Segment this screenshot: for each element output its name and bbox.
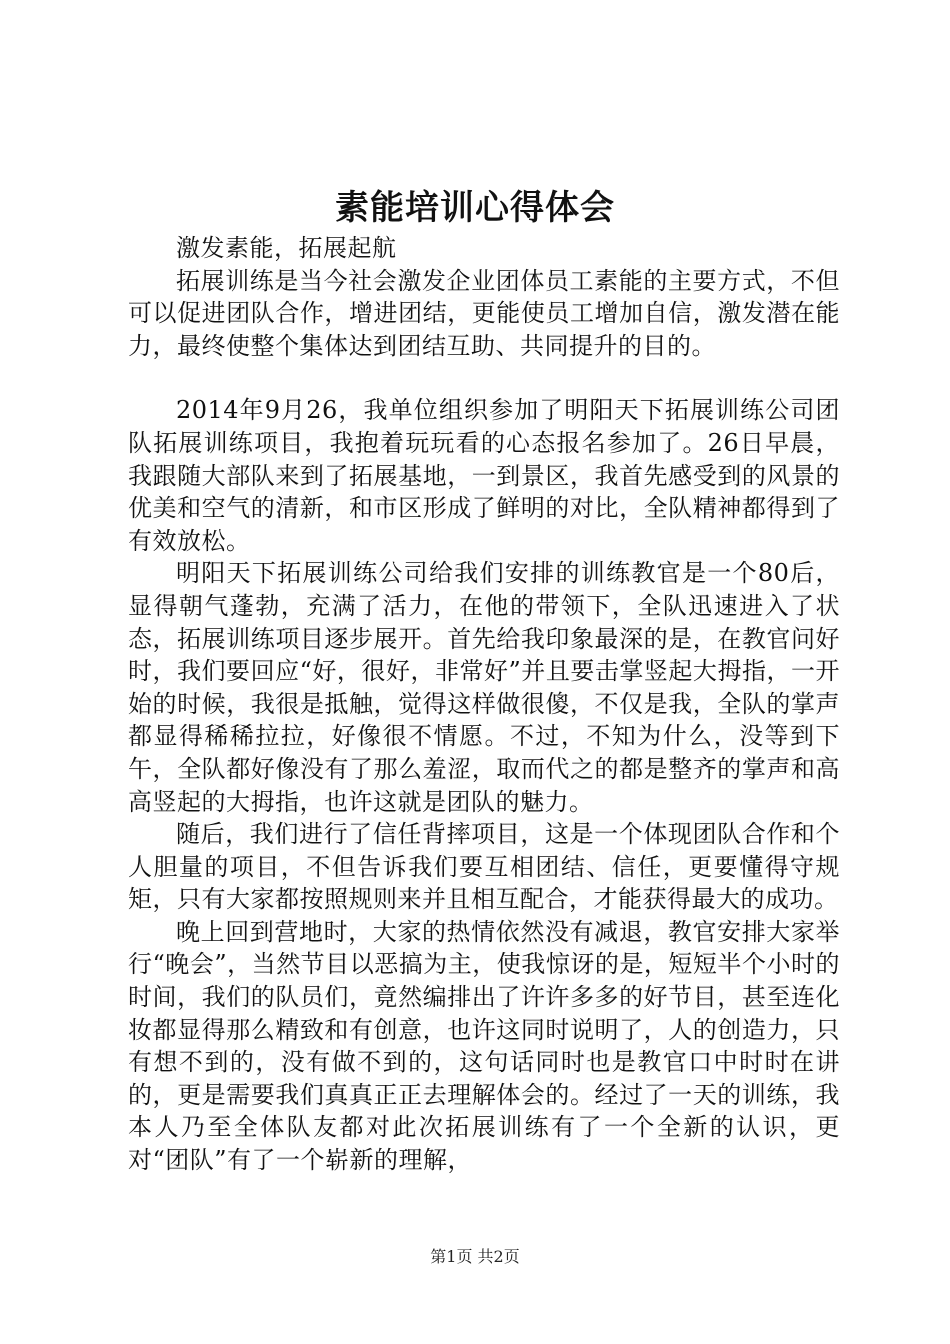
- paragraph-instructor: 明阳天下拓展训练公司给我们安排的训练教官是一个80后，显得朝气蓬勃，充满了活力，在他的带领下，全队迅速进入了状态，拓展训练项目逐步展开。首先给我印象最深的是，在教官问好时，我们要回应“好，很好，非常好”并且要击掌竖起大拇指，一开始的时候，我很是抵触，觉得这样做很傻，不仅是我，全队的掌声都显得稀稀拉拉，好像很不情愿。不过，不知为什么，没等到下午，全队都好像没有了那么羞涩，取而代之的都是整齐的掌声和高高竖起的大拇指，也许这就是团队的魅力。: [128, 559, 840, 816]
- paragraph-intro: 拓展训练是当今社会激发企业团体员工素能的主要方式，不但可以促进团队合作，增进团结，更能使员工增加自信，激发潜在能力，最终使整个集体达到团结互助、共同提升的目的。: [128, 266, 840, 360]
- paragraph-trust-fall: 随后，我们进行了信任背摔项目，这是一个体现团队合作和个人胆量的项目，不但告诉我们要互相团结、信任，更要懂得守规矩，只有大家都按照规则来并且相互配合，才能获得最大的成功。: [128, 820, 840, 914]
- paragraph-event: 2014年9月26，我单位组织参加了明阳天下拓展训练公司团队拓展训练项目，我抱着玩玩看的心态报名参加了。26日早晨，我跟随大部队来到了拓展基地，一到景区，我首先感受到的风景的优美和空气的清新，和市区形成了鲜明的对比，全队精神都得到了有效放松。: [128, 396, 840, 555]
- page-number-footer: 第1页 共2页: [430, 1247, 520, 1266]
- paragraph-subtitle: 激发素能，拓展起航: [176, 234, 397, 262]
- document-title: 素能培训心得体会: [335, 188, 615, 228]
- document-body: [128, 232, 840, 1177]
- paragraph-evening: 晚上回到营地时，大家的热情依然没有减退，教官安排大家举行“晚会”，当然节目以恶搞为主，使我惊讶的是，短短半个小时的时间，我们的队员们，竟然编排出了许许多多的好节目，甚至连化妆都显得那么精致和有创意，也许这同时说明了，人的创造力，只有想不到的，没有做不到的，这句话同时也是教官口中时时在讲的，更是需要我们真真正正去理解体会的。经过了一天的训练，我本人乃至全体队友都对此次拓展训练有了一个全新的认识，更对“团队”有了一个崭新的理解，: [128, 917, 840, 1175]
